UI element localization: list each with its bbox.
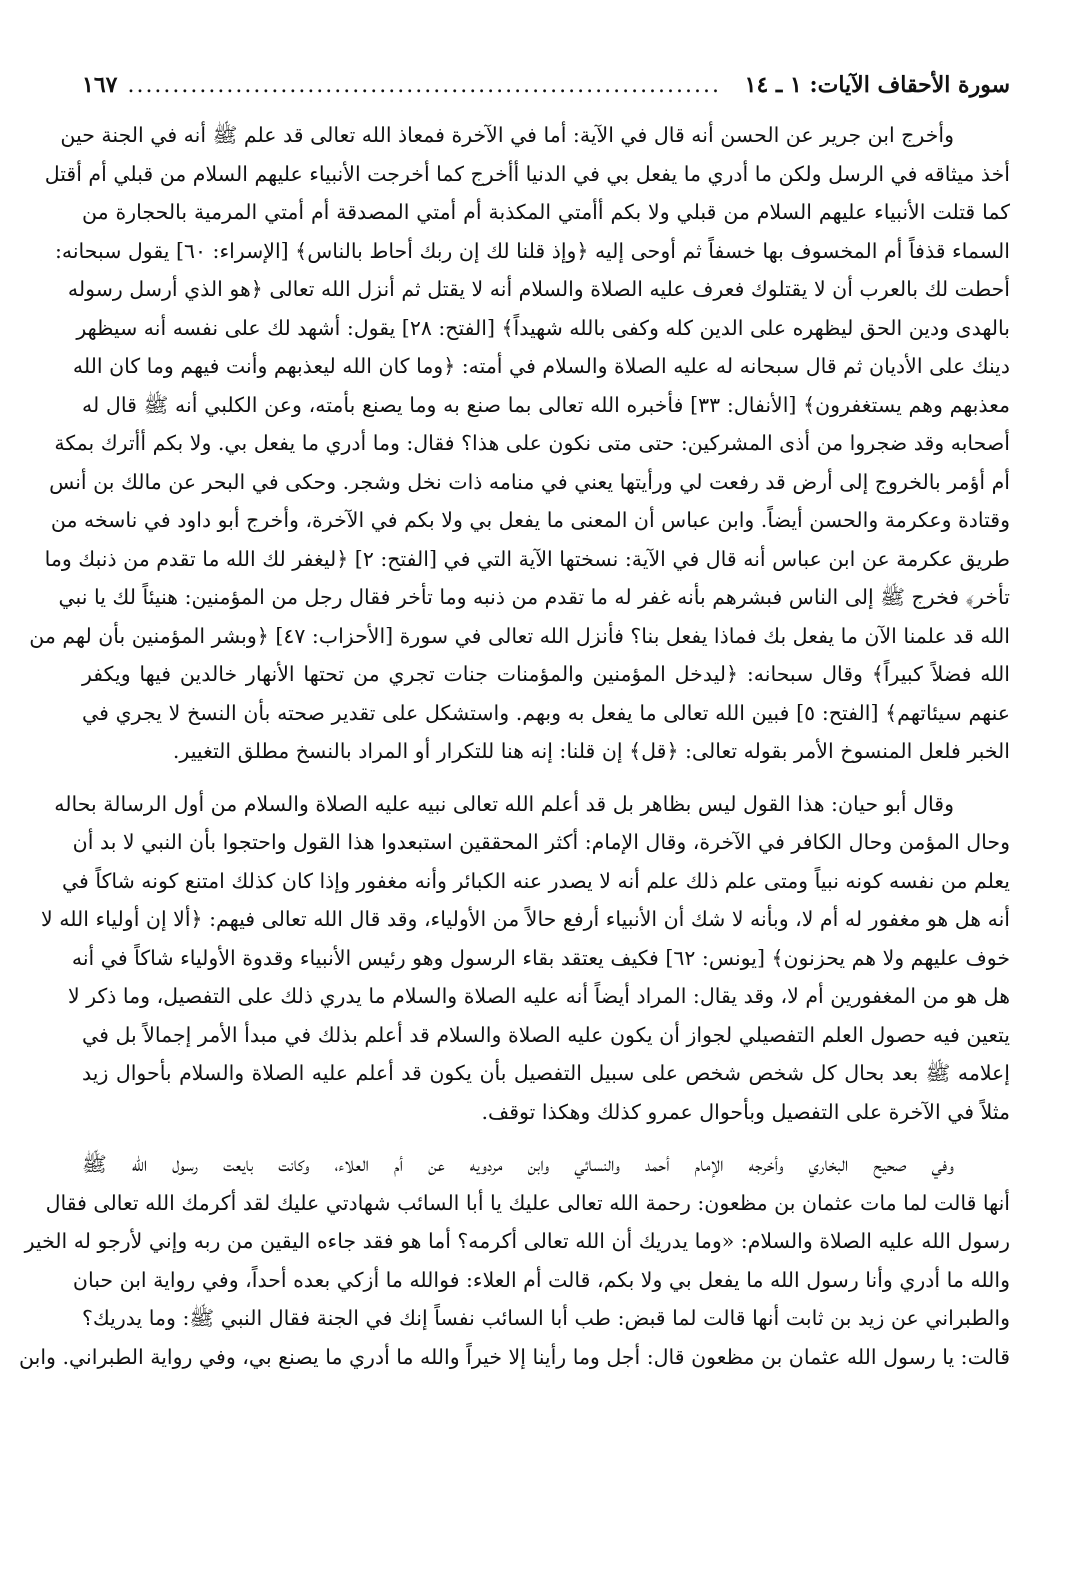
text-line: رسول الله عليه الصلاة والسلام: «وما يدريك أن الله تعالى أكرمه؟ أما هو فقد جاءه اليقين من ربه وإني لأرجو له الخير xyxy=(24,1229,1010,1253)
text-line: الله فضلاً كبيراً﴾ وقال سبحانه: ﴿ليدخل المؤمنين والمؤمنات جنات تجري من تحتها الأنهار خالدين فيها ويكفر xyxy=(82,662,1010,686)
text-line: أنه هل هو مغفور له أم لا، وبأنه لا شك أن الأنبياء أرفع حالاً من الأولياء، وقد قال الله تعالى فيهم: ﴿ألا إن أولياء الله لا xyxy=(41,907,1010,931)
text-line: وأخرج ابن جرير عن الحسن أنه قال في الآية: أما في الآخرة فمعاذ الله تعالى قد علم ﷺ أنه في الجنة حين xyxy=(60,123,954,147)
paragraph-gap xyxy=(82,1131,1010,1145)
page-number: ١٦٧ xyxy=(82,72,118,98)
text-line: أحطت لك بالعرب أن لا يقتلوك فعرف عليه الصلاة والسلام أنه لا يقتل ثم أنزل الله تعالى ﴿هو الذي أرسل رسوله xyxy=(67,277,1010,301)
text-line: وحال المؤمن وحال الكافر في الآخرة، وقال الإمام: أكثر المحققين استبعدوا هذا القول واحتجوا بأن النبي لا بد أن xyxy=(72,830,1010,854)
text-line: طريق عكرمة عن ابن عباس أنه قال في الآية: نسختها الآية التي في [الفتح: ٢] ﴿ليغفر لك الله ما تقدم من ذنبك وما xyxy=(44,546,1010,571)
text-line: يعلم من نفسه كونه نبياً ومتى علم ذلك علم أنه لا يصدر عنه الكبائر وأنه مغفور وإذا كان كذلك امتنع كونه شاكاً في xyxy=(61,868,1010,893)
text-line: الخبر فلعل المنسوخ الأمر بقوله تعالى: ﴿قل﴾ إن قلنا: إنه هنا للتكرار أو المراد بالنسخ مطلق التغيير. xyxy=(172,739,1010,763)
text-line: وقال أبو حيان: هذا القول ليس بظاهر بل قد أعلم الله تعالى نبيه عليه الصلاة والسلام من أول الرسالة بحاله xyxy=(54,791,954,816)
paragraph-3 xyxy=(19,1145,1010,1376)
text-line: أنها قالت لما مات عثمان بن مظعون: رحمة الله تعالى عليك يا أبا السائب شهادتي عليك لقد أكرمك الله تعالى فقال xyxy=(45,1190,1010,1215)
paragraph-1 xyxy=(29,116,1011,771)
leader-dots: .................................................................. xyxy=(127,73,722,98)
text-line: عنهم سيئاتهم﴾ [الفتح: ٥] فبين الله تعالى ما يفعل به وبهم. واستشكل على تقدير صحته بأن النسخ لا يجري في xyxy=(82,700,1010,725)
text-line: السماء قذفاً أم المخسوف بها خسفاً ثم أوحى إليه ﴿وإذ قلنا لك إن ربك أحاط بالناس﴾ [الإسراء: ٦٠] يقول سبحانه: xyxy=(54,238,1010,263)
text-line: والطبراني عن زيد بن ثابت أنها قالت لما قبض: طب أبا السائب نفساً إنك في الجنة فقال النبي ﷺ: وما يدريك؟ xyxy=(82,1306,1010,1330)
text-line: قالت: يا رسول الله عثمان بن مظعون قال: أجل وما رأينا إلا خيراً والله ما أدري ما يصنع بي، وفي رواية الطبراني. وابن xyxy=(19,1344,1010,1369)
text-line: معذبهم وهم يستغفرون﴾ [الأنفال: ٣٣] فأخبره الله تعالى بما صنع به وما يصنع بأمته، وعن الكلبي أنه ﷺ قال له xyxy=(82,392,1011,417)
text-line: إعلامه ﷺ بعد بحال كل شخص شخص على سبيل التفصيل بأن يكون قد أعلم عليه الصلاة والسلام بأحوال زيد xyxy=(82,1061,1010,1085)
paragraph-gap xyxy=(82,771,1010,785)
surah-title: سورة الأحقاف الآيات: ١ ـ ١٤ xyxy=(744,72,1010,98)
running-header xyxy=(82,72,1010,106)
text-line: والله ما أدري وأنا رسول الله ما يفعل بي ولا بكم، قالت أم العلاء: فوالله ما أزكي بعده أحداً، وفي رواية ابن حبان xyxy=(72,1267,1010,1292)
text-line: أخذ ميثاقه في الرسل ولكن ما أدري ما يفعل بي في الدنيا أأخرج كما أخرجت الأنبياء عليهم السلام من قبلي أم أقتل xyxy=(44,161,1010,186)
text-line: أصحابه وقد ضجروا من أذى المشركين: حتى متى نكون على هذا؟ فقال: وما أدري ما يفعل بي. ولا بكم أأترك بمكة xyxy=(54,431,1010,455)
text-line: وقتادة وعكرمة والحسن أيضاً. وابن عباس أن المعنى ما يفعل بي ولا بكم في الآخرة، وأخرج أبو داود في ناسخه من xyxy=(50,508,1010,532)
text-line: أم أؤمر بالخروج إلى أرض قد رفعت لي ورأيتها يعني في منامه ذات نخل وشجر. وحكى في البحر عن مالك بن أنس xyxy=(49,469,1010,494)
text-line: تأخر﴾ فخرج ﷺ إلى الناس فبشرهم بأنه غفر له ما تقدم من ذنبه وما تأخر فقال رجل من المؤمنين: هنيئاً لك يا نبي xyxy=(58,585,1010,609)
text-line: بالهدى ودين الحق ليظهره على الدين كله وكفى بالله شهيداً﴾ [الفتح: ٢٨] يقول: أشهد لك على نفسه أنه سيظهر xyxy=(76,315,1010,340)
text-line: الله قد علمنا الآن ما يفعل بك فماذا يفعل بنا؟ فأنزل الله تعالى في سورة [الأحزاب: ٤٧] ﴿وبشر المؤمنين بأن لهم من xyxy=(29,623,1010,648)
text-line: دينك على الأديان ثم قال سبحانه له عليه الصلاة والسلام في أمته: ﴿وما كان الله ليعذبهم وأنت فيهم وما كان الله xyxy=(72,354,1010,378)
paragraph-2 xyxy=(41,785,1010,1132)
text-line: هل هو من المغفورين أم لا، وقد يقال: المراد أيضاً أنه عليه الصلاة والسلام ما يدري ذلك على التفصيل، وما ذكر لا xyxy=(68,984,1010,1008)
text-line: وفي صحيح البخاري وأخرجه الإمام أحمد والنسائي وابن مردويه عن أم العلاء، وكانت بايعت رسول الله ﷺ xyxy=(82,1152,954,1176)
text-line: مثلاً في الآخرة على التفصيل وبأحوال عمرو كذلك وهكذا توقف. xyxy=(481,1099,1010,1124)
text-line: خوف عليهم ولا هم يحزنون﴾ [يونس: ٦٢] فكيف يعتقد بقاء الرسول وهو رئيس الأنبياء وقدوة الأولياء شاكاً في أنه xyxy=(71,945,1010,970)
text-line: يتعين فيه حصول العلم التفصيلي لجواز أن يكون عليه الصلاة والسلام قد أعلم بذلك في مبدأ الأمر إجمالاً بل في xyxy=(82,1022,1010,1047)
text-line: كما قتلت الأنبياء عليهم السلام من قبلي ولا بكم أأمتي المكذبة أم أمتي المصدقة أم أمتي المرمية بالحجارة من xyxy=(82,200,1010,224)
